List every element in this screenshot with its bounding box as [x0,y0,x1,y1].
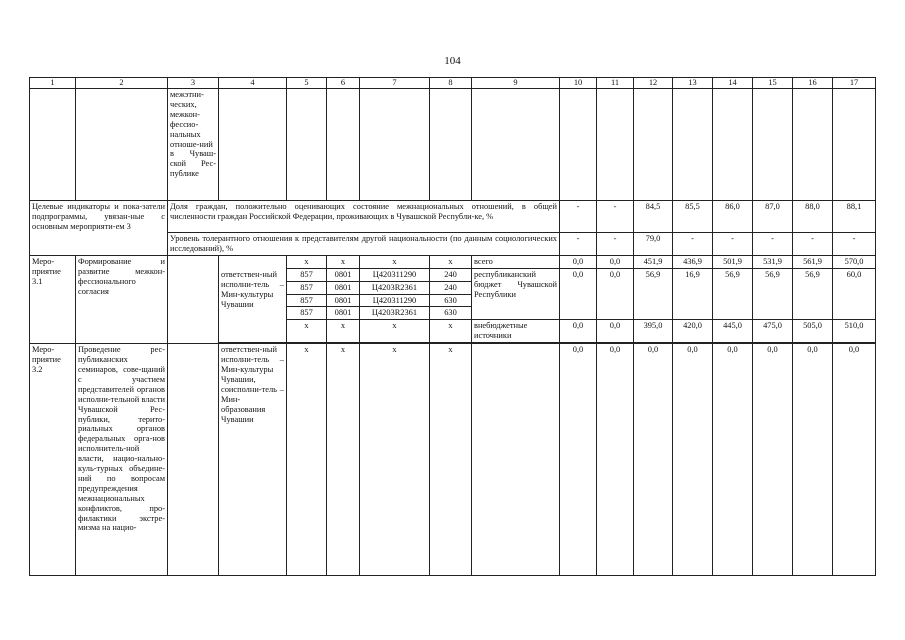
table-cell [219,89,287,201]
table-cell [219,255,287,268]
value-cell: 0,0 [597,320,634,343]
value-cell: 85,5 [673,201,713,233]
value-cell: 475,0 [753,320,793,343]
value-cell: 436,9 [673,255,713,268]
table-cell [360,89,430,201]
code-cell: 0801 [327,268,360,281]
table-cell [76,89,168,201]
value-cell: 56,9 [793,268,833,320]
code-cell: 857 [287,294,327,307]
executor-cell: ответствен-ный исполни-тель – Мин-культуры Чувашии, соисполни-тель – Мин-образования Чувашии [219,344,287,576]
value-cell: 510,0 [833,320,876,343]
measure-code: Меро-приятие 3.1 [30,255,76,343]
source-cell [472,344,560,576]
header-cell: 15 [753,78,793,89]
value-cell: 86,0 [713,201,753,233]
header-cell: 11 [597,78,634,89]
value-cell: 0,0 [634,344,673,576]
value-cell: 56,9 [753,268,793,320]
executor-cell: ответствен-ный исполни-тель – Мин-культуры Чувашии [219,268,287,342]
header-cell: 10 [560,78,597,89]
header-cell: 2 [76,78,168,89]
value-cell: 0,0 [833,344,876,576]
indicator-text: Уровень толерантного отношения к представителям другой национальности (по данным социологических исследований), % [168,233,560,256]
source-cell: всего [472,255,560,268]
code-cell: 240 [430,281,472,294]
program-table [29,77,876,576]
measure-code: Меро-приятие 3.2 [30,344,76,576]
value-cell: - [560,233,597,256]
value-cell: 420,0 [673,320,713,343]
header-cell: 7 [360,78,430,89]
value-cell: 0,0 [560,268,597,320]
table-cell [30,89,76,201]
header-cell: 14 [713,78,753,89]
value-cell: 79,0 [634,233,673,256]
table-cell [430,89,472,201]
table-cell [327,89,360,201]
value-cell: 60,0 [833,268,876,320]
value-cell: 84,5 [634,201,673,233]
code-cell: x [327,344,360,576]
header-cell: 3 [168,78,219,89]
table-cell [597,89,634,201]
code-cell: Ц4203R2361 [360,281,430,294]
table-cell [560,89,597,201]
value-cell: - [597,233,634,256]
code-cell: 630 [430,294,472,307]
table-cell [287,89,327,201]
value-cell: 0,0 [597,268,634,320]
code-cell: x [430,320,472,343]
value-cell: - [833,233,876,256]
code-cell: Ц4203R2361 [360,307,430,320]
value-cell: 56,9 [713,268,753,320]
code-cell: Ц420311290 [360,268,430,281]
value-cell: - [673,233,713,256]
source-cell: внебюджетные источники [472,320,560,343]
value-cell: 445,0 [713,320,753,343]
code-cell: 857 [287,281,327,294]
code-cell: x [360,255,430,268]
code-cell: 0801 [327,294,360,307]
code-cell: 0801 [327,307,360,320]
table-cell [713,89,753,201]
value-cell: 0,0 [713,344,753,576]
table-cell [753,89,793,201]
measure-32-row [30,344,876,576]
header-cell: 8 [430,78,472,89]
source-cell: республиканский бюджет Чувашской Республики [472,268,560,320]
code-cell: 857 [287,268,327,281]
value-cell: 87,0 [753,201,793,233]
continuation-row [30,89,876,201]
code-cell: x [327,320,360,343]
header-cell: 5 [287,78,327,89]
header-cell: 9 [472,78,560,89]
value-cell: - [560,201,597,233]
measure-name: Проведение рес-публиканских семинаров, сове-щаний с участием представителей органов исполни-тельной власти Чувашской Рес-публики, терито-риальных органов федеральных орга-нов исполнитель-ной власти, нацио-нально-куль-турных объедине-ний по вопросам предупреждения межнациональных конфликтов, про-филактики экстре-мизма на нацио- [76,344,168,576]
value-cell: - [713,233,753,256]
header-cell: 16 [793,78,833,89]
page-number: 104 [444,55,461,67]
code-cell: Ц420311290 [360,294,430,307]
code-cell: x [287,320,327,343]
indicator-text: Доля граждан, положительно оценивающих состояние межнациональных отношений, в общей численности граждан Российской Федерации, проживающих в Чувашской Республи-ке, % [168,201,560,233]
header-cell: 6 [327,78,360,89]
value-cell: 16,9 [673,268,713,320]
value-cell: 88,0 [793,201,833,233]
header-cell: 12 [634,78,673,89]
header-row [30,78,876,89]
value-cell: 0,0 [597,255,634,268]
value-cell: 0,0 [753,344,793,576]
code-cell: x [287,255,327,268]
indicators-label: Целевые индикаторы и пока-затели подпрограммы, увязан-ные с основным мероприяти-ем 3 [30,201,168,256]
value-cell: 0,0 [560,344,597,576]
code-cell: 857 [287,307,327,320]
value-cell: 395,0 [634,320,673,343]
value-cell: - [597,201,634,233]
value-cell: 531,9 [753,255,793,268]
code-cell: x [360,320,430,343]
code-cell: 240 [430,268,472,281]
value-cell: - [793,233,833,256]
table-cell [168,344,219,576]
code-cell: 630 [430,307,472,320]
header-cell: 17 [833,78,876,89]
value-cell: 0,0 [560,320,597,343]
value-cell: 501,9 [713,255,753,268]
value-cell: 88,1 [833,201,876,233]
code-cell: x [360,344,430,576]
value-cell: 0,0 [793,344,833,576]
code-cell: x [327,255,360,268]
table-cell [793,89,833,201]
value-cell: 56,9 [634,268,673,320]
code-cell: 0801 [327,281,360,294]
value-cell: - [753,233,793,256]
header-cell: 1 [30,78,76,89]
code-cell: x [287,344,327,576]
table-cell [833,89,876,201]
header-cell: 4 [219,78,287,89]
table-cell [168,255,219,343]
value-cell: 451,9 [634,255,673,268]
indicator-row [30,201,876,233]
value-cell: 505,0 [793,320,833,343]
code-cell: x [430,344,472,576]
header-cell: 13 [673,78,713,89]
value-cell: 0,0 [597,344,634,576]
code-cell: x [430,255,472,268]
table-cell [472,89,560,201]
value-cell: 570,0 [833,255,876,268]
measure-name: Формирование и развитие межкон-фессионального согласия [76,255,168,343]
continuation-text: межэтни-ческих, межкон-фессио-нальных отноше-ний в Чуваш-ской Рес-публике [168,89,219,201]
table-cell [634,89,673,201]
value-cell: 0,0 [673,344,713,576]
value-cell: 0,0 [560,255,597,268]
measure-31-total-row [30,255,876,268]
value-cell: 561,9 [793,255,833,268]
table-cell [673,89,713,201]
